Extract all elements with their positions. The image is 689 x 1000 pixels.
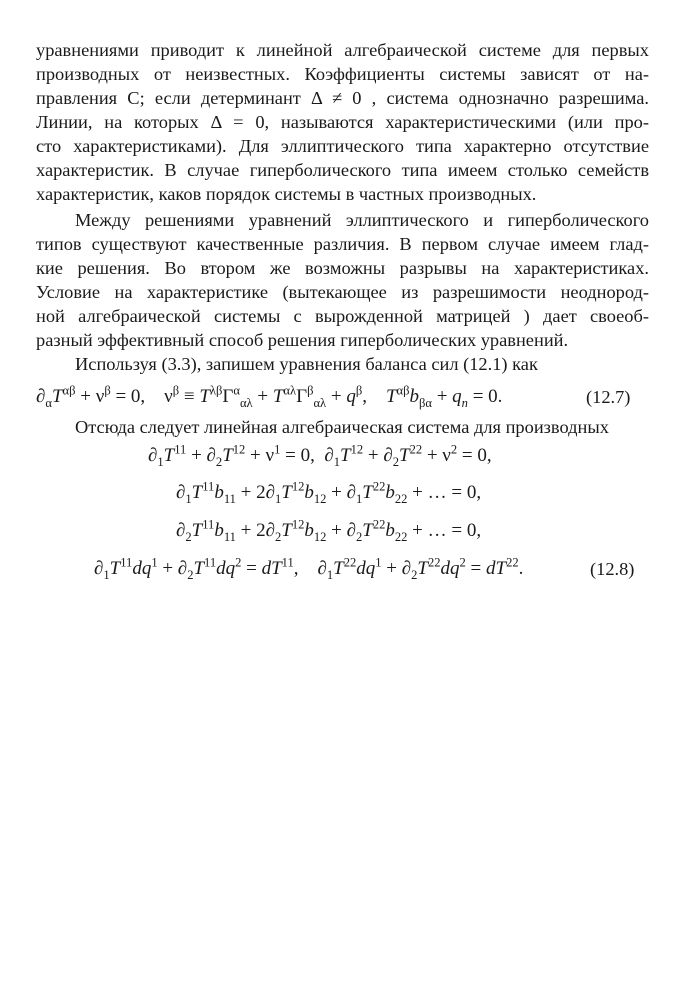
text-line: Используя (3.3), запишем уравнения баланса сил (12.1) как — [75, 354, 538, 374]
text-line: кие решения. Во втором же возможны разрывы на характеристиках. — [36, 258, 649, 278]
text-line: Отсюда следует линейная алгебраическая система для производных — [75, 417, 609, 437]
text-line: Между решениями уравнений эллиптического и гиперболического — [75, 210, 649, 230]
text-line: правления C; если детерминант Δ ≠ 0 , система однозначно разрешима. — [36, 88, 649, 108]
text-line: типов существуют качественные различия. В первом случае имеем глад- — [36, 234, 649, 254]
equation-number: (12.8) — [590, 559, 635, 579]
text-line: Линии, на которых Δ = 0, называются характеристическими (или про- — [36, 112, 649, 132]
text-line: характеристик. В случае гиперболического типа имеем столько семейств — [36, 160, 649, 180]
text-line: разный эффективный способ решения гиперболических уравнений. — [36, 330, 569, 350]
text-line — [75, 560, 649, 584]
text-line: характеристик, каков порядок системы в частных производных. — [36, 184, 537, 204]
equation-system-line: $\partial_1T^{11}dq^1 + \partial_2T^{11}dq^2 = dT^{11}$, $\partial_1T^{22}dq^1 + \partial_2T^{22}dq^2 = dT^{22}$. — [94, 555, 524, 582]
text-line: уравнениями приводит к линейной алгебраической системе для первых — [36, 40, 649, 60]
equation-number: (12.7) — [586, 387, 631, 407]
text-line: Условие на характеристике (вытекающее из разрешимости неоднород- — [36, 282, 649, 302]
text-line: сто характеристиками). Для эллиптического типа характерно отсутствие — [36, 136, 649, 156]
equation-system-line: $\partial_2T^{11}b_{11} + 2\partial_2T^{12}b_{12} + \partial_2T^{22}b_{22}$ + … = 0, — [176, 517, 482, 544]
text-line: ной алгебраической системы с вырожденной матрицей ) дает своеоб- — [36, 306, 649, 326]
equation-system-line: $\partial_1T^{11}b_{11} + 2\partial_1T^{12}b_{12} + \partial_1T^{22}b_{22}$ + … = 0, — [176, 479, 482, 506]
equation-system-line: $\partial_1T^{11} + \partial_2T^{12} + \nu^1 = 0$, $\partial_1T^{12} + \partial_2T^{22} + \nu^2 = 0$, — [148, 442, 492, 469]
text-line: производных от неизвестных. Коэффициенты системы зависят от на- — [36, 64, 649, 84]
equation-12-7: $\partial_\alpha T^{\alpha\beta} + \nu^\beta = 0$, $\nu^\beta \equiv T^{\lambda\beta}\Gamma^\alpha_{\alpha\lambda} + T^{\alpha\lambda}\Gamma^\beta_{\alpha\lambda} + q^\beta$, $T^{\alpha\beta}b_{\beta\alpha} + q_n = 0$. — [36, 383, 503, 410]
